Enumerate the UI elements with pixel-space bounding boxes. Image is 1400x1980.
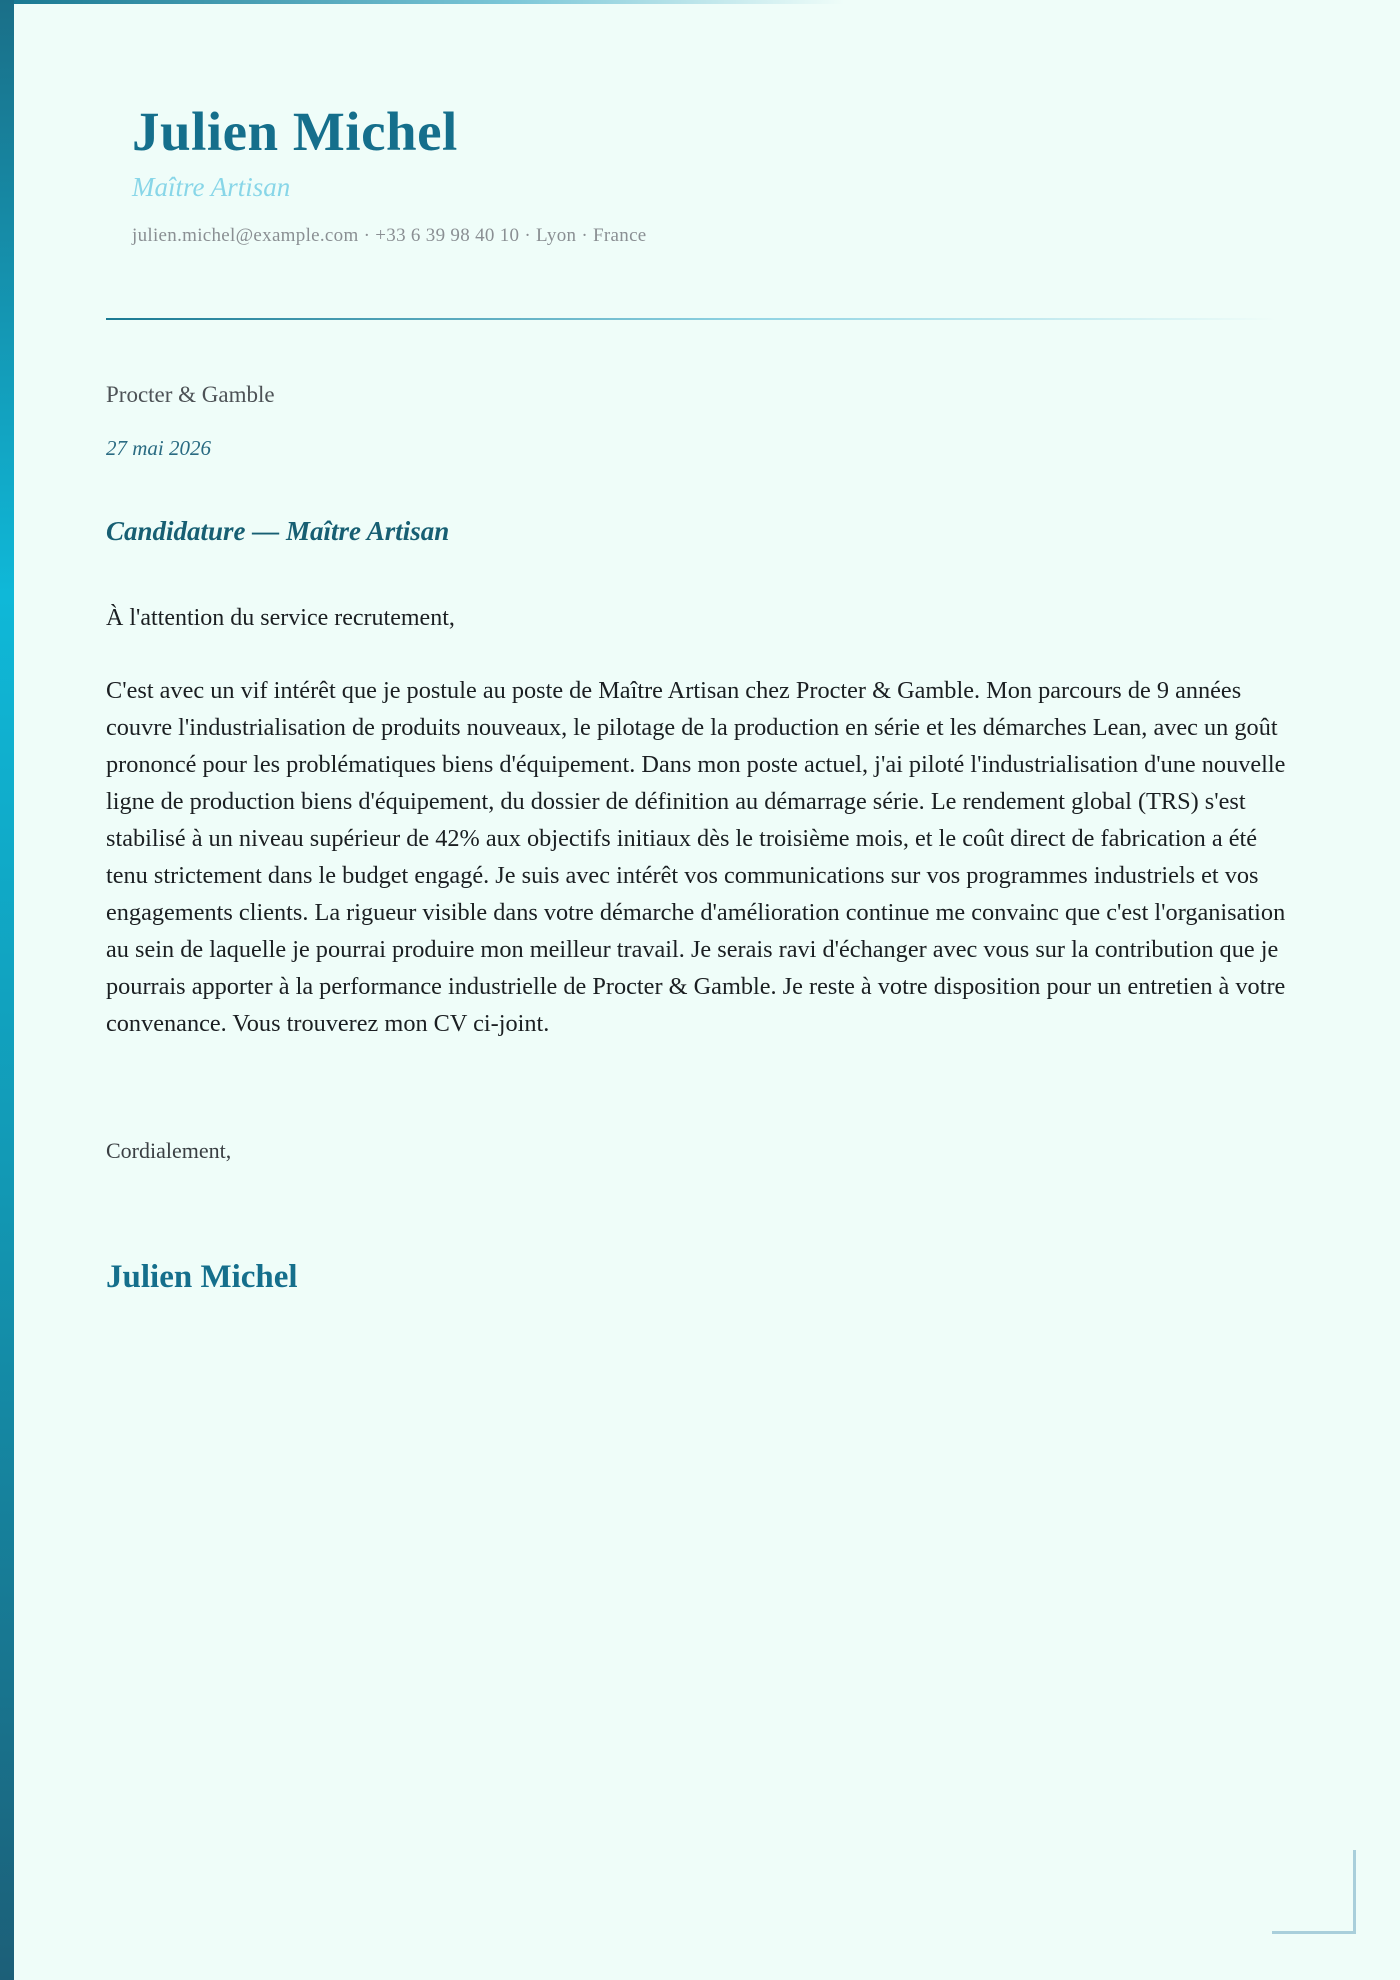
sender-name: Julien Michel [132, 101, 458, 162]
letter-greeting: À l'attention du service recrutement, [106, 605, 455, 631]
letter-body: C'est avec un vif intérêt que je postule au poste de Maître Artisan chez Procter & Gamble. Mon parcours de 9 années couvre l'industrialisation de produits nouveaux, le pilotage de la production en série et les démarches Lean, avec un goût prononcé pour les problématiques biens d'équipement. Dans mon poste actuel, j'ai piloté l'industrialisation d'une nouvelle ligne de production biens d'équipement, du dossier de définition au démarrage série. Le rendement global (TRS) s'est stabilisé à un niveau supérieur de 42% aux objectifs initiaux dès le troisième mois, et le coût direct de fabrication a été tenu strictement dans le budget engagé. Je suis avec intérêt vos communications sur vos programmes industriels et vos engagements clients. La rigueur visible dans votre démarche d'amélioration continue me convainc que c'est l'organisation au sein de laquelle je pourrai produire mon meilleur travail. Je serais ravi d'échanger avec vous sur la contribution que je pourrais apporter à la performance industrielle de Procter & Gamble. Je reste à votre disposition pour un entretien à votre convenance. Vous trouverez mon CV ci-joint. [106, 677, 1286, 1037]
corner-decoration [1272, 1850, 1356, 1934]
top-accent-line [14, 0, 844, 4]
letter-header [132, 96, 1232, 248]
sender-role: Maître Artisan [132, 172, 291, 202]
header-divider [106, 318, 1276, 320]
letter-date: 27 mai 2026 [106, 436, 211, 460]
letter-subject: Candidature — Maître Artisan [106, 516, 450, 546]
recipient: Procter & Gamble [106, 382, 275, 407]
signature: Julien Michel [106, 1259, 298, 1295]
letter-closing: Cordialement, [106, 1138, 232, 1163]
left-accent-bar [0, 0, 14, 1980]
sender-contact: julien.michel@example.com · +33 6 39 98 40 10 · Lyon · France [132, 225, 647, 246]
